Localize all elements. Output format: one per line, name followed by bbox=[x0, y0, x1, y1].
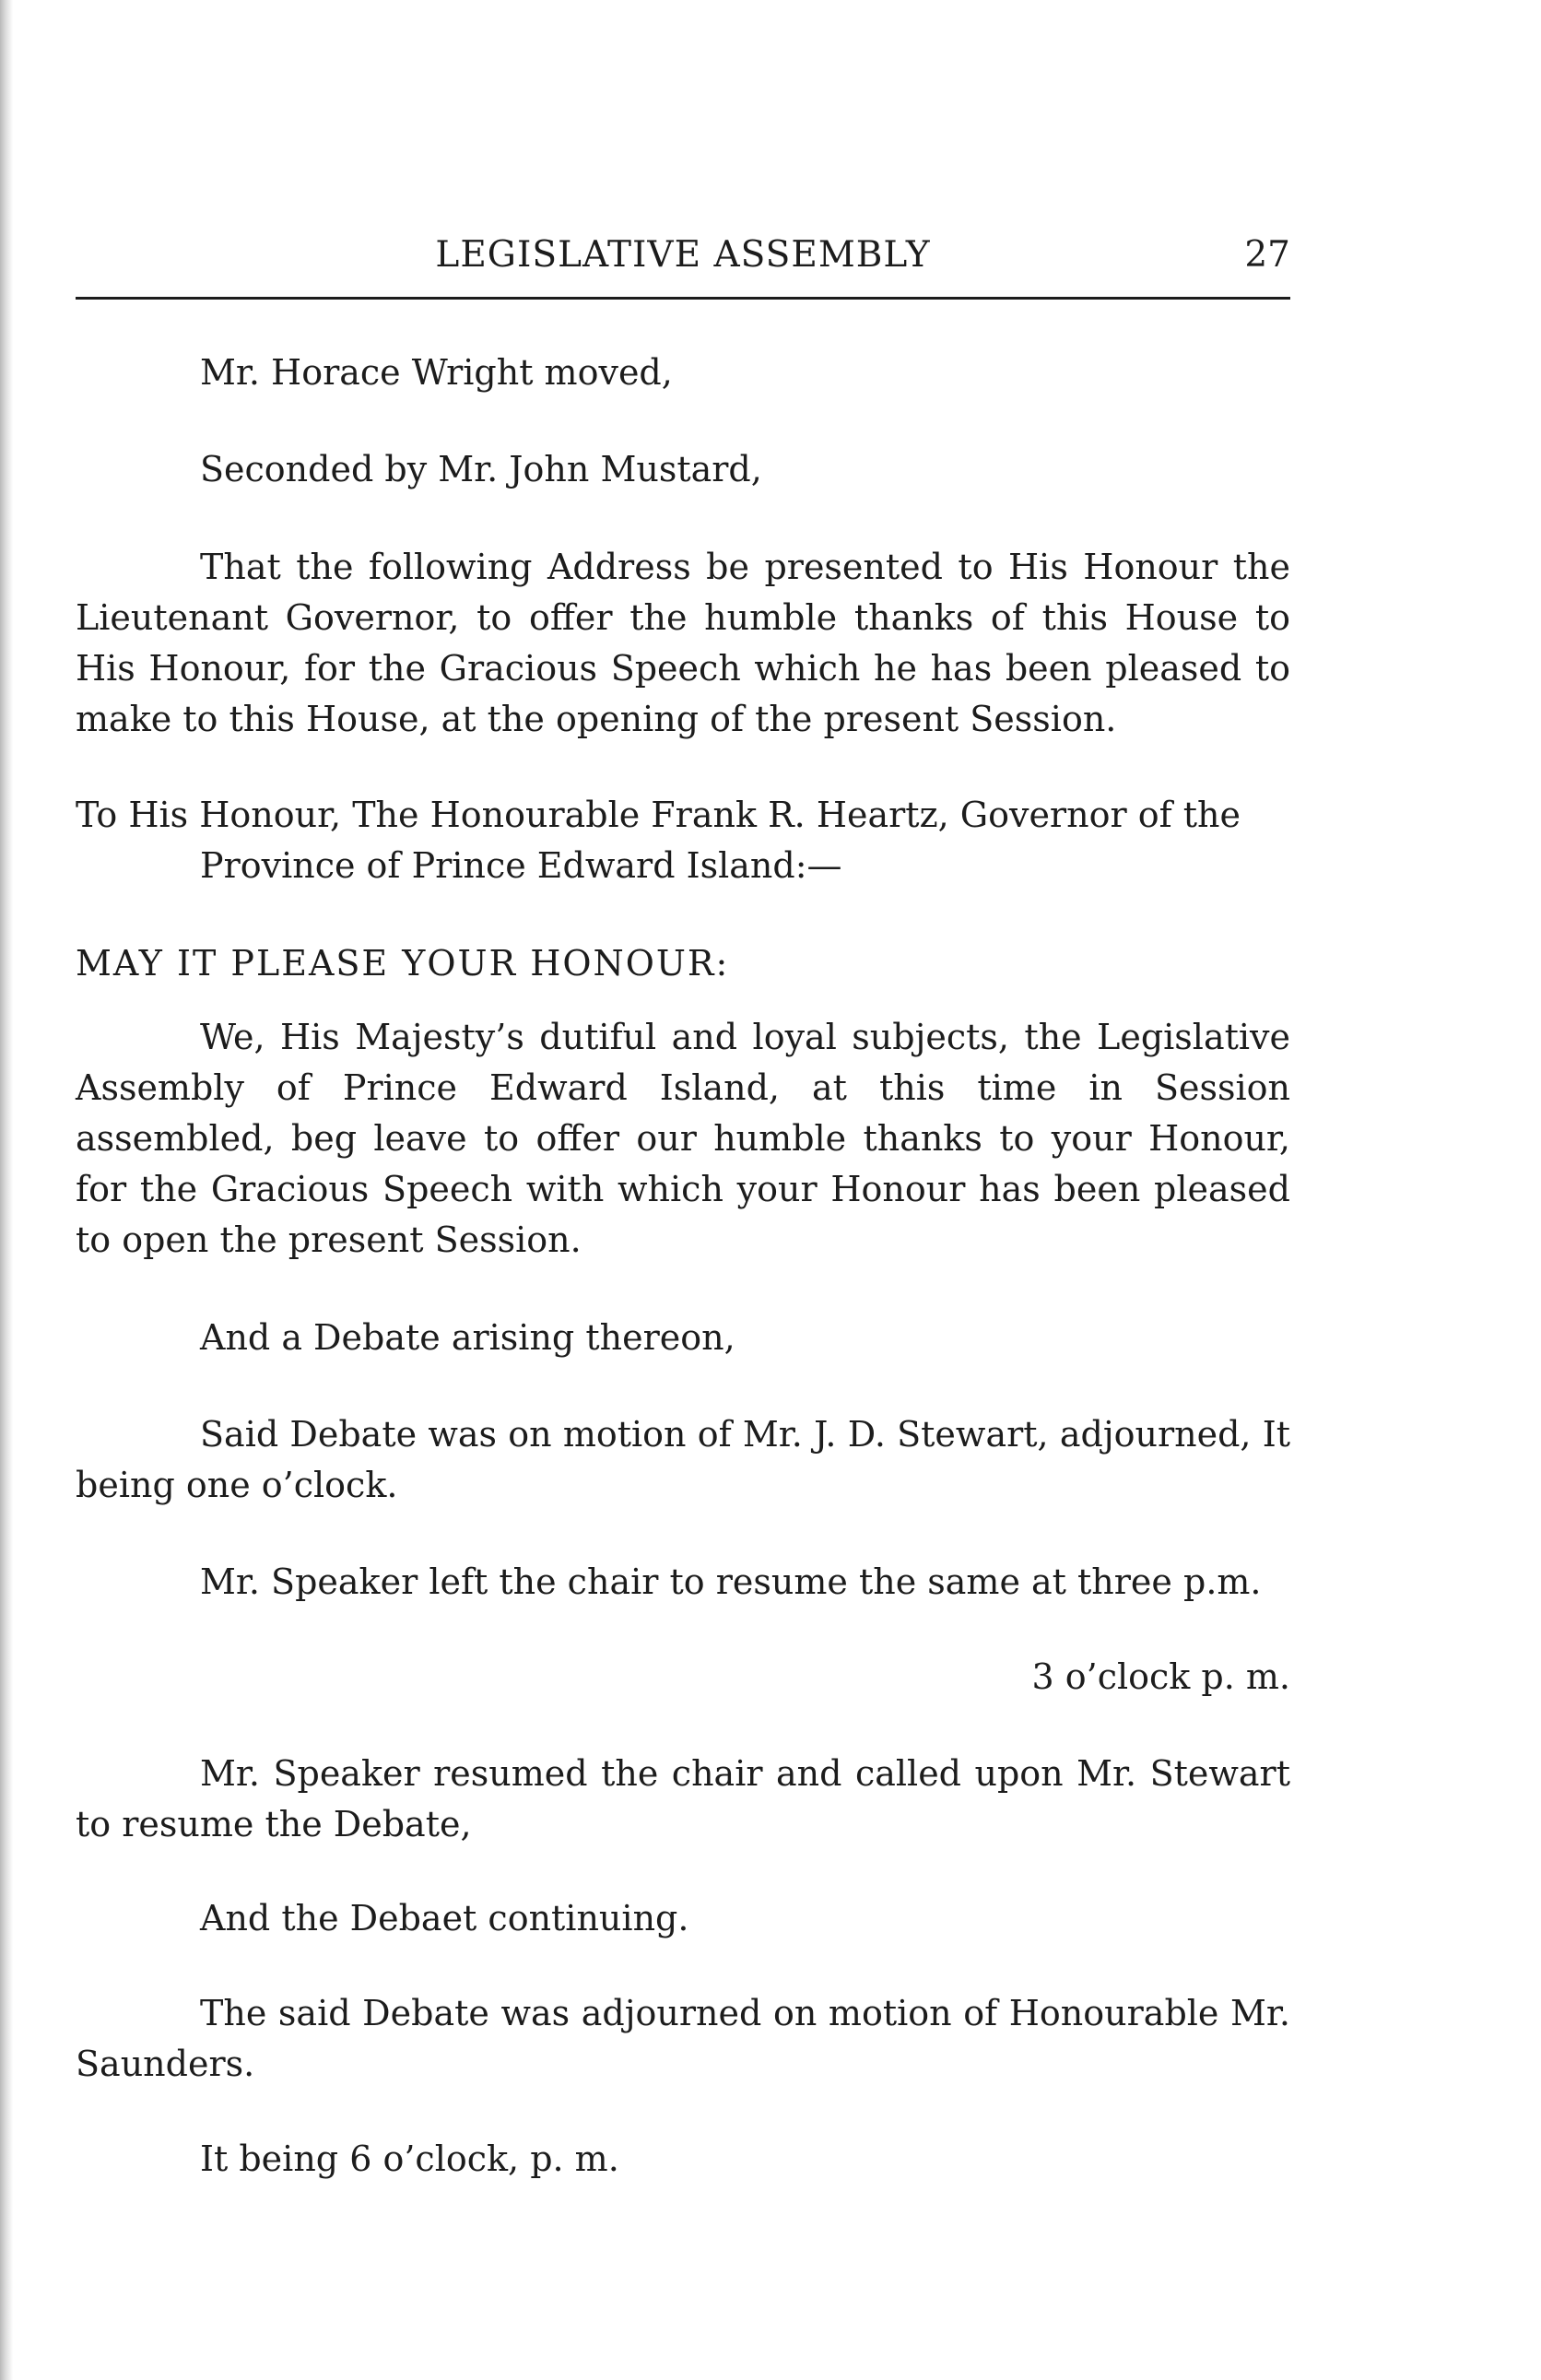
paragraph-salutation: MAY IT PLEASE YOUR HONOUR: bbox=[76, 943, 730, 984]
page-number: 27 bbox=[1244, 234, 1290, 276]
paragraph-address-body: We, His Majesty’s dutiful and loyal subjects, the Legislative Assembly of Prince Edward Island, at this time in Session assembled, beg leave to offer our humble thanks to your Honour, for the Gracious Speech with which your Honour has been pleased to open the present Session. bbox=[76, 1017, 1290, 1260]
paragraph-debate-continuing: And the Debaet continuing. bbox=[200, 1898, 689, 1938]
paragraph-motion-mover: Mr. Horace Wright moved, bbox=[200, 352, 673, 393]
time-marker: 3 o’clock p. m. bbox=[1031, 1656, 1290, 1697]
paragraph-speaker-left: Mr. Speaker left the chair to resume the same at three p.m. bbox=[200, 1561, 1262, 1602]
paragraph-seconder: Seconded by Mr. John Mustard, bbox=[200, 449, 762, 489]
paragraph-speaker-resumed: Mr. Speaker resumed the chair and called upon Mr. Stewart to resume the Debate, bbox=[76, 1753, 1290, 1844]
scan-edge-shadow bbox=[0, 0, 13, 2380]
paragraph-debate-adjourned-saunders: The said Debate was adjourned on motion of Honourable Mr. Saunders. bbox=[76, 1993, 1290, 2084]
paragraph-debate-adjourned: Said Debate was on motion of Mr. J. D. Stewart, adjourned, It being one o’clock. bbox=[76, 1414, 1290, 1505]
header-rule bbox=[76, 297, 1290, 300]
running-head-title: LEGISLATIVE ASSEMBLY bbox=[435, 234, 931, 276]
running-head bbox=[76, 232, 1290, 278]
paragraph-debate-arising: And a Debate arising thereon, bbox=[200, 1317, 735, 1358]
document-page bbox=[76, 0, 1290, 2380]
paragraph-motion-text: That the following Address be presented to His Honour the Lieutenant Governor, to offer the humble thanks of this House to His Honour, for the Gracious Speech which he has been pleased to make to this House, at the opening of the present Session. bbox=[76, 547, 1290, 739]
paragraph-address-heading: To His Honour, The Honourable Frank R. Heartz, Governor of the Province of Prince Edward Island:— bbox=[76, 795, 1241, 886]
paragraph-six-oclock: It being 6 o’clock, p. m. bbox=[200, 2138, 619, 2179]
